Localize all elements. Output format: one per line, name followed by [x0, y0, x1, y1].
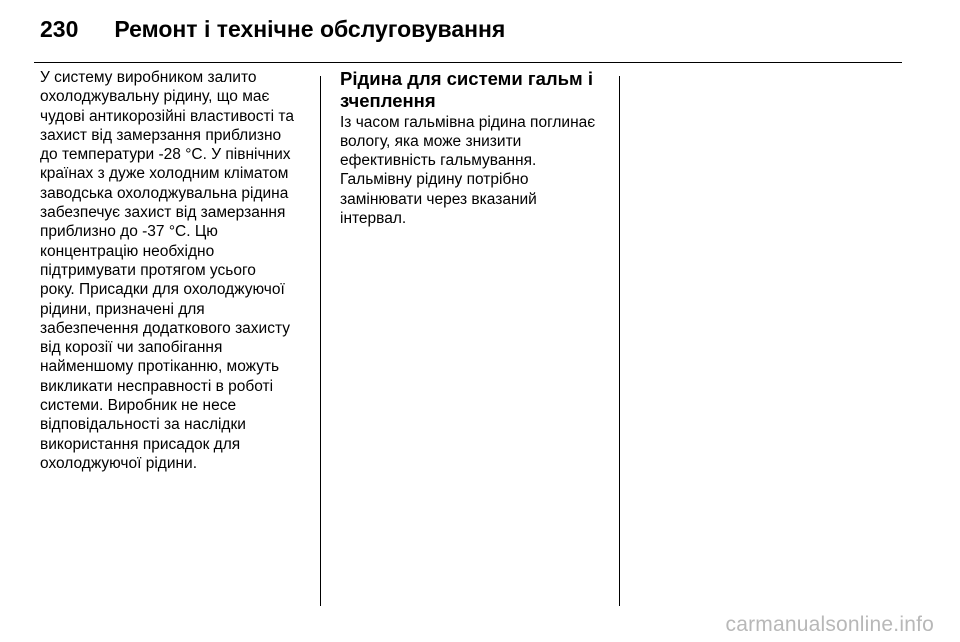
paragraph-line: року. Присадки для охолоджуючої: [40, 281, 285, 299]
paragraph-line: забезпечення додаткового захисту: [40, 319, 290, 337]
column-divider: [320, 76, 321, 606]
paragraph-line: захист від замерзання приблизно: [40, 126, 282, 144]
paragraph-line: системи. Виробник не несе: [40, 397, 237, 415]
middle-column-text: [340, 68, 595, 228]
paragraph-line: інтервал.: [340, 210, 407, 228]
paragraph-line: Гальмівну рідину потрібно: [340, 171, 529, 189]
paragraph-line: концентрацію необхідно: [40, 242, 215, 260]
paragraph-line: приблизно до -37 °C. Цю: [40, 223, 218, 241]
page-title: Ремонт і технічне обслуговування: [114, 16, 506, 42]
header-rule: [34, 62, 902, 63]
paragraph-line: країнах з дуже холодним кліматом: [40, 165, 289, 183]
left-column-text: [40, 68, 294, 473]
paragraph-line: замінювати через вказаний: [340, 190, 537, 208]
paragraph-line: Із часом гальмівна рідина поглинає: [340, 113, 596, 131]
paragraph-line: охолоджуючої рідини.: [40, 454, 198, 472]
section-heading: зчеплення: [340, 90, 436, 112]
page-number: 230: [40, 16, 79, 42]
paragraph-line: У систему виробником залито: [40, 69, 257, 86]
paragraph-line: забезпечує захист від замерзання: [40, 204, 286, 222]
paragraph-line: рідини, призначені для: [40, 300, 205, 318]
paragraph-line: відповідальності за наслідки: [40, 416, 246, 434]
paragraph-line: вологу, яка може знизити: [340, 132, 522, 150]
column-divider: [619, 76, 620, 606]
paragraph-line: найменшому протіканню, можуть: [40, 358, 280, 376]
section-heading: Рідина для системи гальм і: [340, 68, 593, 89]
paragraph-line: викликати несправності в роботі: [40, 377, 274, 395]
page-header: [40, 12, 505, 46]
watermark: carmanualsonline.info: [725, 613, 934, 636]
paragraph-line: заводська охолоджувальна рідина: [40, 184, 289, 202]
paragraph-line: використання присадок для: [40, 435, 241, 453]
paragraph-line: охолоджувальну рідину, що має: [40, 88, 270, 106]
paragraph-line: чудові антикорозійні властивості та: [40, 107, 294, 125]
paragraph-line: ефективність гальмування.: [340, 152, 537, 170]
paragraph-line: підтримувати протягом усього: [40, 261, 256, 279]
paragraph-line: від корозії чи запобігання: [40, 339, 223, 357]
paragraph-line: до температури -28 °C. У північних: [40, 146, 291, 164]
